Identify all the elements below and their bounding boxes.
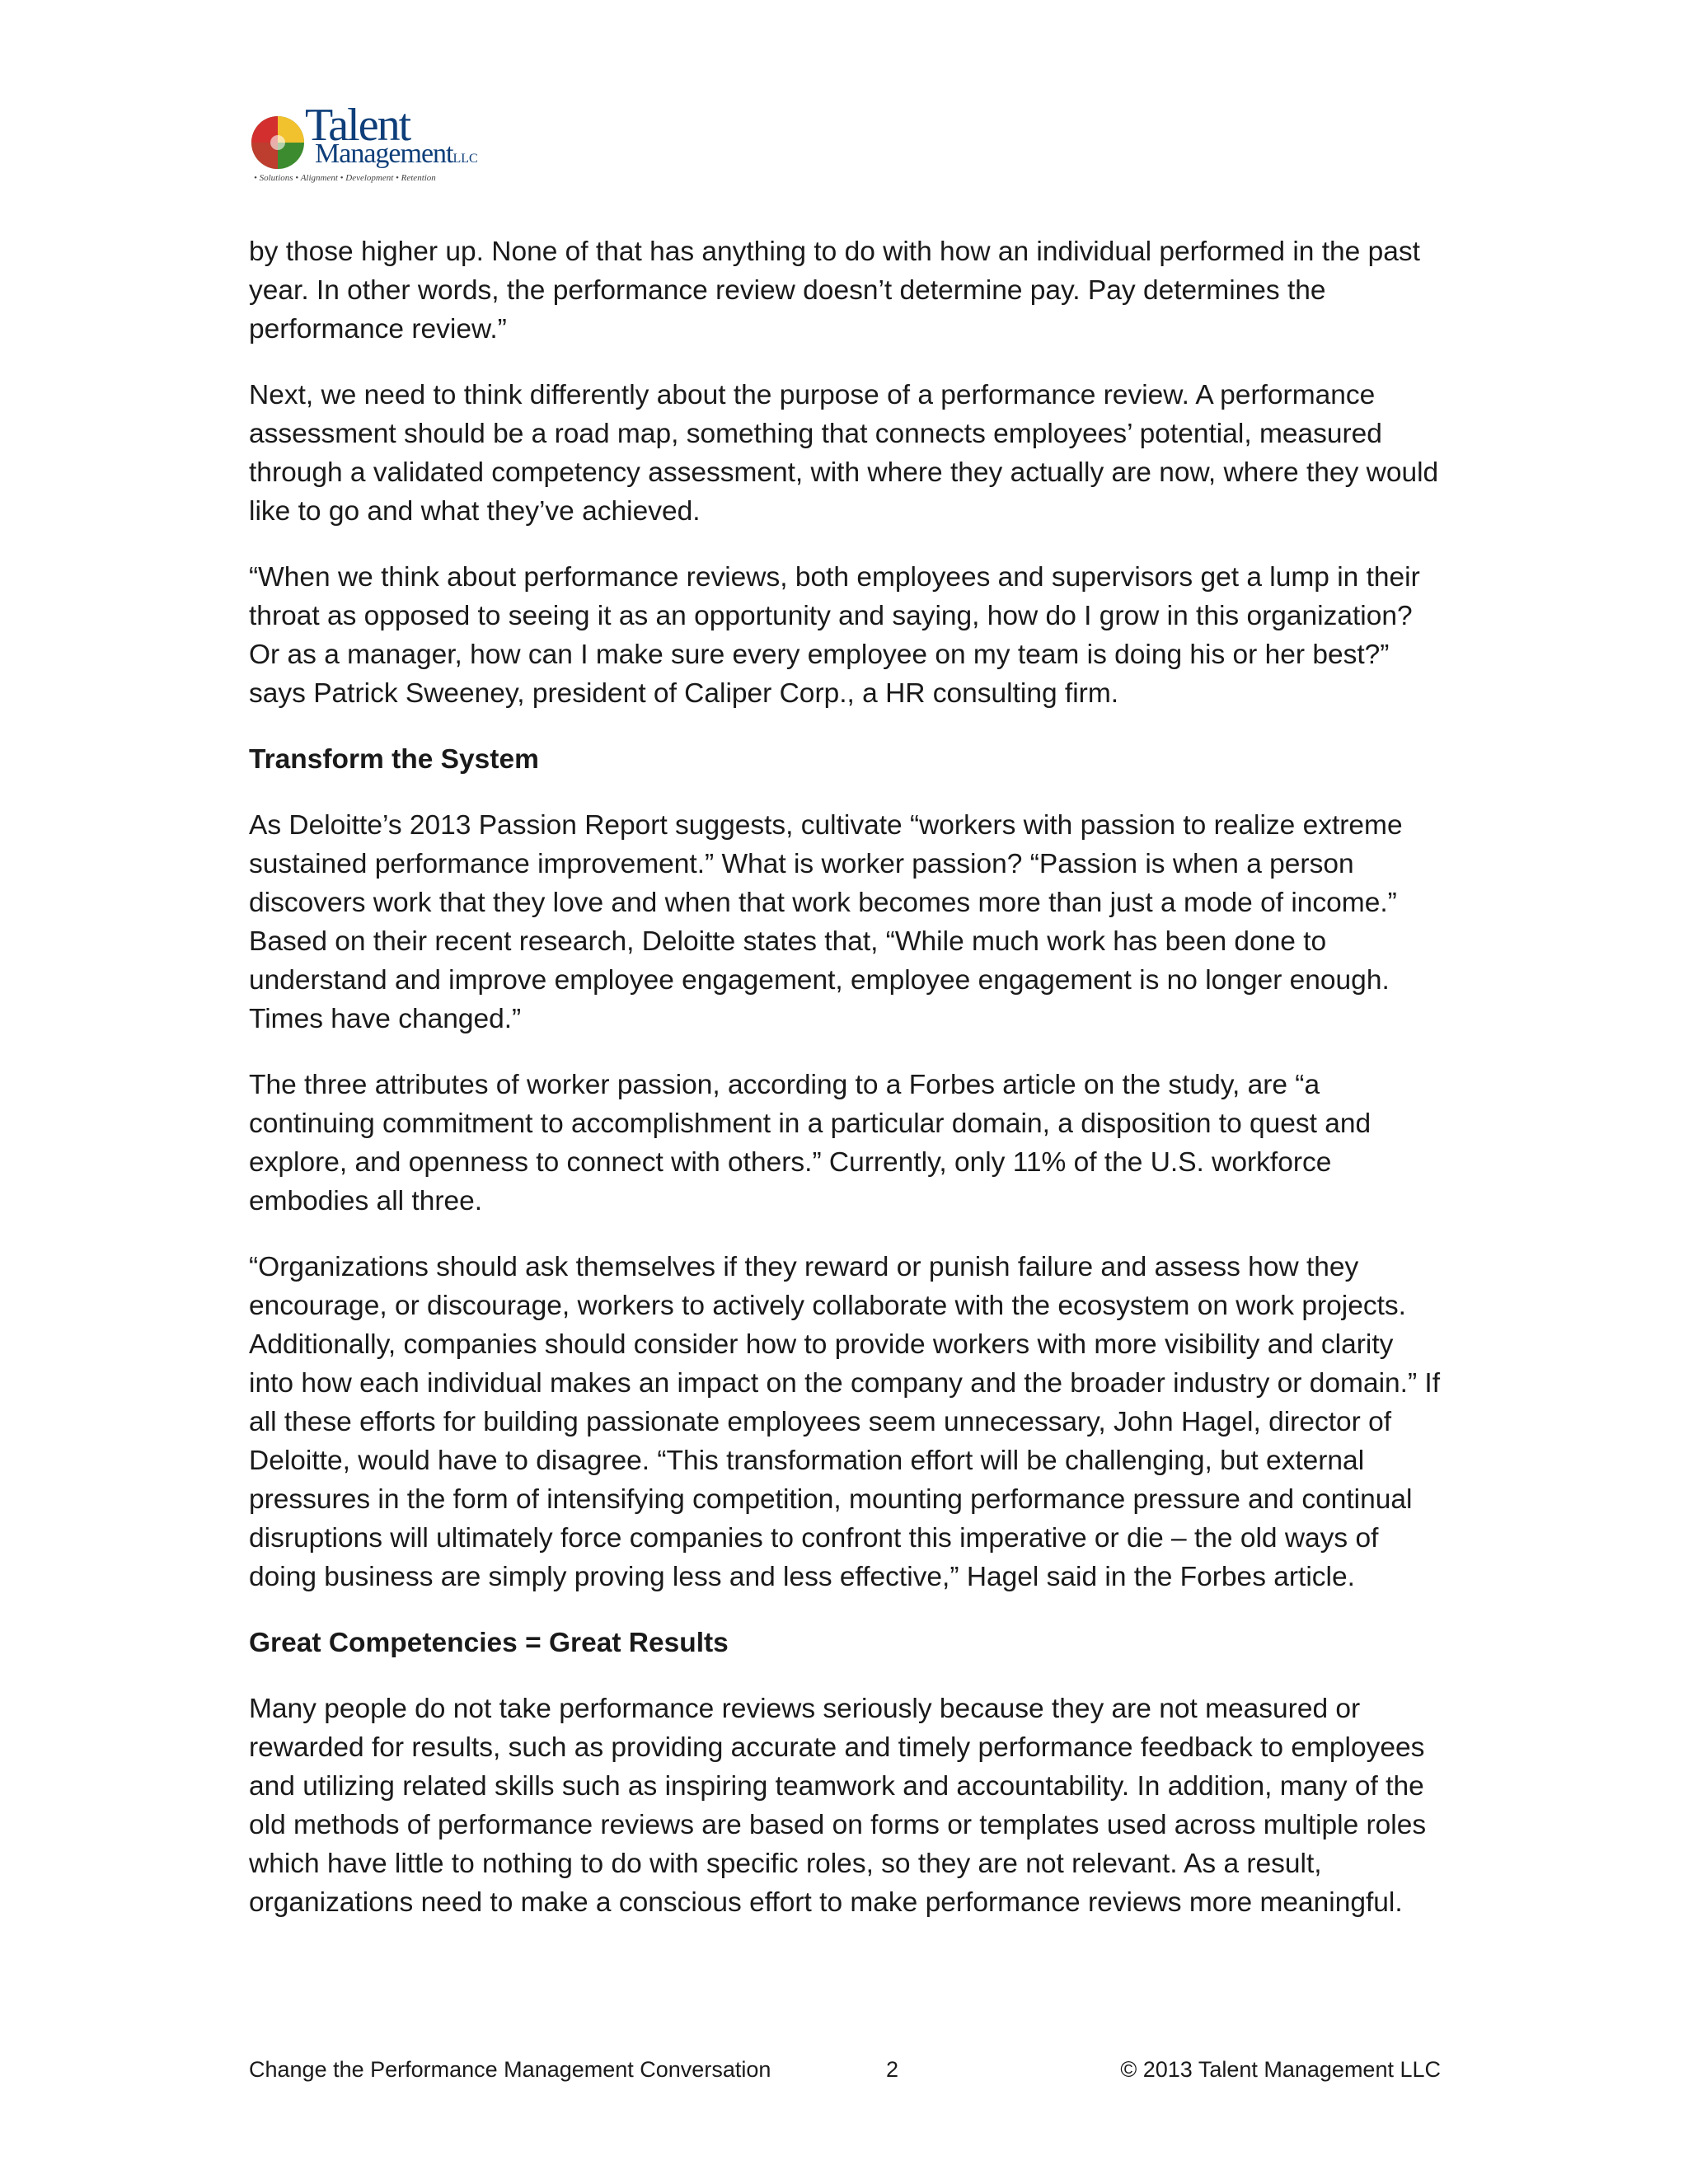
- footer-copyright: © 2013 Talent Management LLC: [1120, 2057, 1441, 2082]
- footer-page-number: 2: [886, 2057, 899, 2082]
- paragraph: The three attributes of worker passion, according to a Forbes article on the study, are “a continuing commitment to accomplishment in a particular domain, a disposition to quest and explore, and openness to connect with others.” Currently, only 11% of the U.S. workforce embodies all three.: [249, 1070, 1372, 1216]
- company-logo: [249, 100, 488, 190]
- section-heading-competencies: Great Competencies = Great Results: [249, 1628, 729, 1658]
- paragraph: “When we think about performance reviews, both employees and supervisors get a lump in their throat as opposed to seeing it as an opportunity and saying, how do I grow in this organization? Or as a manager, how can I make sure every employee on my team is doing his or her best?” says Patrick Sweeney, president of Caliper Corp., a HR consulting firm.: [249, 562, 1420, 709]
- logo-name-sub-text: Management: [315, 138, 453, 169]
- logo-name-sub: [315, 140, 478, 168]
- paragraph: Next, we need to think differently about the purpose of a performance review. A performance assessment should be a road map, something that connects employees’ potential, measured through a validated competency assessment, with where they actually are now, where they would like to go and what they’ve achieved.: [249, 380, 1439, 527]
- paragraph: Many people do not take performance reviews seriously because they are not measured or rewarded for results, such as providing accurate and timely performance feedback to employees and utilizing related skills such as inspiring teamwork and accountability. In addition, many of the old methods of performance reviews are based on forms or templates used across multiple roles which have little to nothing to do with specific roles, so they are not relevant. As a result, organizations need to make a conscious effort to make performance reviews more meaningful.: [249, 1694, 1427, 1918]
- logo-tagline: • Solutions • Alignment • Development • Retention: [254, 173, 436, 183]
- paragraph: by those higher up. None of that has anything to do with how an individual performed in the past year. In other words, the performance review doesn’t determine pay. Pay determines the performance review.”: [249, 237, 1420, 344]
- section-heading-transform: Transform the System: [249, 744, 539, 775]
- footer-title: Change the Performance Management Conversation: [249, 2057, 771, 2082]
- logo-name-main: Talent: [305, 100, 410, 151]
- paragraph: “Organizations should ask themselves if they reward or punish failure and assess how they encourage, or discourage, workers to actively collaborate with the ecosystem on work projects. Additionally, companies should consider how to provide workers with more visibility and clarity into how each individual makes an impact on the company and the broader industry or domain.” If all these efforts for building passionate employees seem unnecessary, John Hagel, director of Deloitte, would have to disagree. “This transformation effort will be challenging, but external pressures in the form of intensifying competition, mounting performance pressure and continual disruptions will ultimately force companies to confront this imperative or die – the old ways of doing business are simply proving less and less effective,” Hagel said in the Forbes article.: [249, 1252, 1441, 1592]
- puzzle-globe-icon: [249, 114, 307, 171]
- logo-name-suffix: LLC: [452, 152, 478, 166]
- document-body: [249, 232, 1444, 1949]
- paragraph: As Deloitte’s 2013 Passion Report suggests, cultivate “workers with passion to realize extreme sustained performance improvement.” What is worker passion? “Passion is when a person discovers work that they love and when that work becomes more than just a mode of income.” Based on their recent research, Deloitte states that, “While much work has been done to understand and improve employee engagement, employee engagement is no longer enough. Times have changed.”: [249, 810, 1403, 1034]
